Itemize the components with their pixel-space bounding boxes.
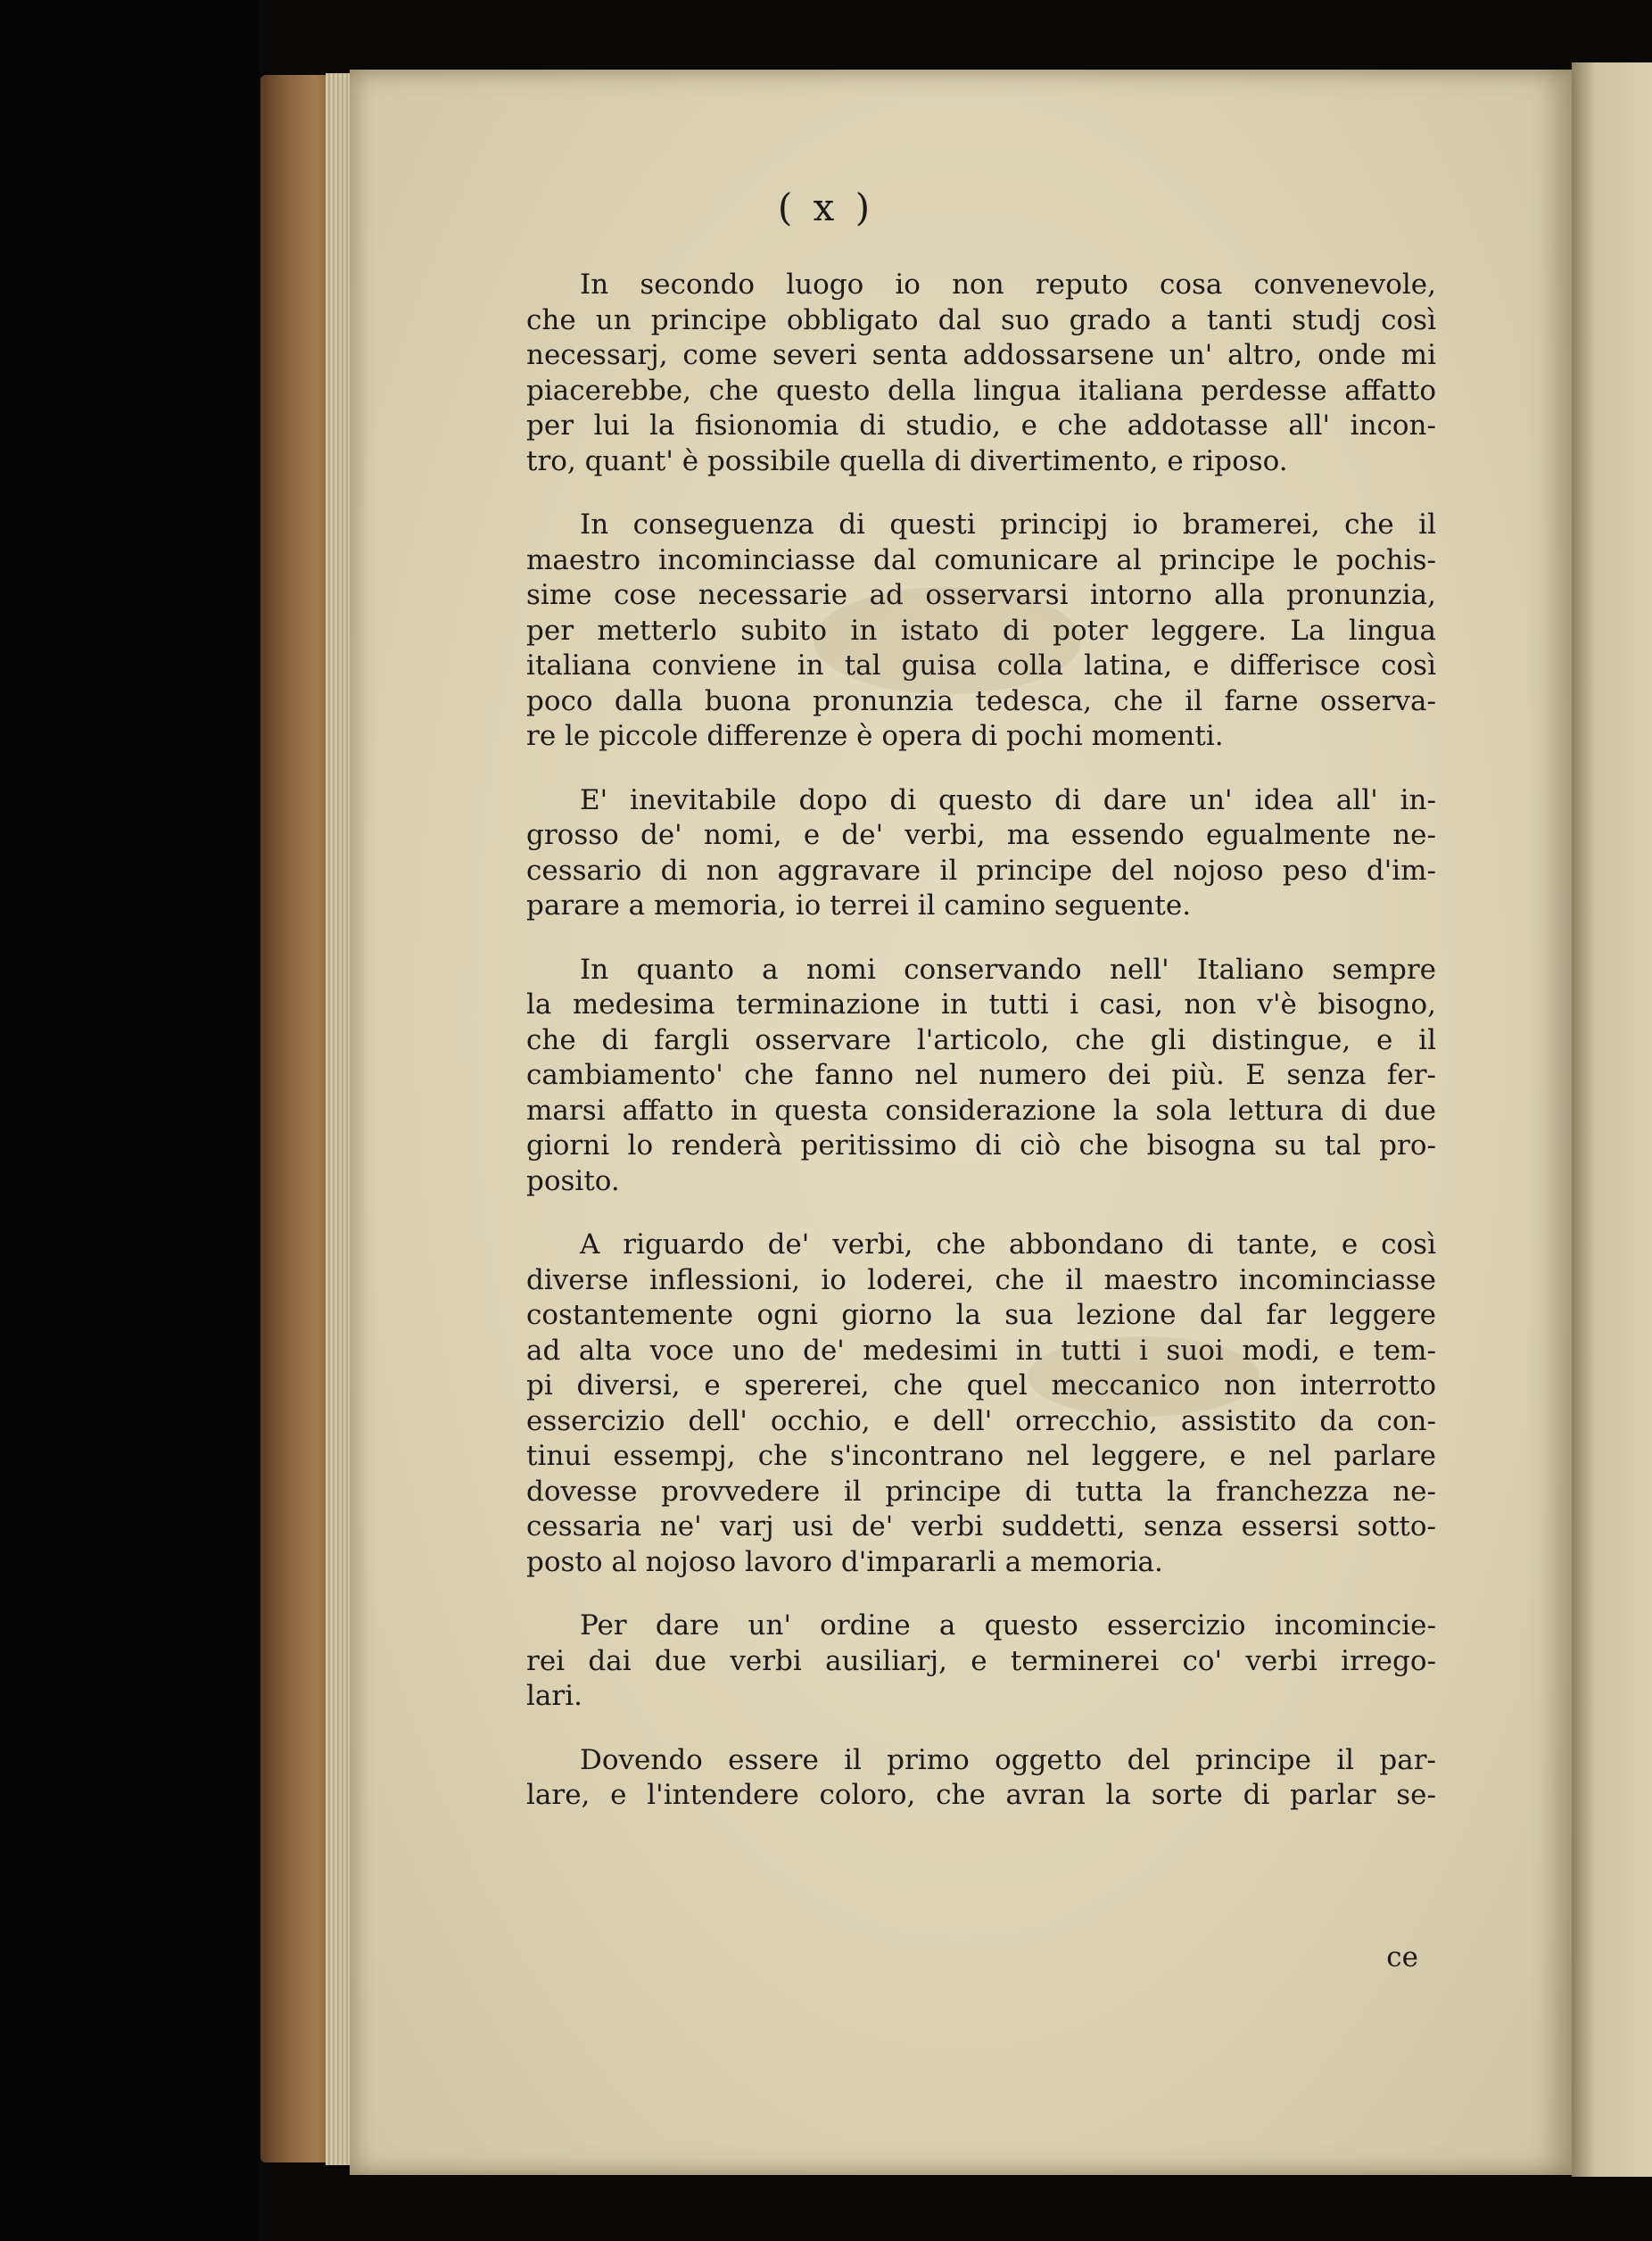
text-line: poco dalla buona pronunzia tedesca, che il farne osserva- (526, 684, 1436, 717)
text-line: A riguardo de' verbi, che abbondano di tante, e così (580, 1228, 1436, 1261)
text-line: tro, quant' è possibile quella di divertimento, e riposo. (526, 444, 1288, 477)
text-line: per metterlo subito in istato di poter leggere. La lingua (526, 614, 1436, 647)
text-line: che di fargli osservare l'articolo, che gli distingue, e il (526, 1023, 1436, 1056)
text-line: lari. (526, 1680, 582, 1712)
text-line: piacerebbe, che questo della lingua italiana perdesse affatto (526, 374, 1436, 407)
text-line: per lui la fisionomia di studio, e che addotasse all' incon- (526, 409, 1436, 442)
text-line: E' inevitabile dopo di questo di dare un' idea all' in- (580, 783, 1436, 816)
paragraph-2 (526, 508, 1436, 755)
text-line: italiana conviene in tal guisa colla latina, e differisce così (526, 649, 1436, 682)
paragraph-3 (526, 783, 1436, 924)
text-line: la medesima terminazione in tutti i casi, non v'è bisogno, (526, 988, 1436, 1021)
paragraph-1 (526, 268, 1436, 479)
background (0, 0, 259, 2241)
facing-page-edge (1572, 62, 1652, 2177)
text-line: Per dare un' ordine a questo essercizio incomincie- (580, 1609, 1436, 1641)
catchword: ce (1386, 1941, 1418, 1973)
text-line: rei dai due verbi ausiliarj, e terminerei co' verbi irrego- (526, 1644, 1436, 1677)
text-line: In quanto a nomi conservando nell' Italiano sempre (580, 953, 1436, 986)
text-line: parare a memoria, io terrei il camino seguente. (526, 889, 1192, 922)
paragraph-7 (526, 1743, 1436, 1814)
paragraph-6 (526, 1608, 1436, 1715)
body-text (526, 268, 1436, 1842)
page-number-header: ( x ) (777, 186, 875, 229)
text-line: maestro incominciasse dal comunicare al principe le pochis- (526, 543, 1436, 576)
text-line: posto al nojoso lavoro d'impararli a memoria. (526, 1545, 1163, 1578)
text-line: marsi affatto in questa considerazione la sola lettura di due (526, 1094, 1436, 1127)
text-line: Dovendo essere il primo oggetto del principe il par- (580, 1743, 1436, 1776)
text-line: tinui essempj, che s'incontrano nel leggere, e nel parlare (526, 1440, 1436, 1472)
text-line: In conseguenza di questi principj io bramerei, che il (580, 509, 1436, 541)
text-line: lare, e l'intendere coloro, che avran la sorte di parlar se- (526, 1779, 1436, 1811)
text-line: diverse inflessioni, io loderei, che il maestro incominciasse (526, 1263, 1436, 1296)
text-line: che un principe obbligato dal suo grado a tanti studj così (526, 303, 1436, 336)
text-line: necessarj, come severi senta addossarsene un' altro, onde mi (526, 339, 1436, 371)
text-line: posito. (526, 1164, 620, 1197)
text-line: cessario di non aggravare il principe del nojoso peso d'im- (526, 854, 1436, 887)
text-line: In secondo luogo io non reputo cosa convenevole, (580, 269, 1436, 301)
text-line: costantemente ogni giorno la sua lezione dal far leggere (526, 1299, 1436, 1331)
text-line: re le piccole differenze è opera di pochi momenti. (526, 720, 1224, 752)
text-line: cessaria ne' varj usi de' verbi suddetti, senza essersi sotto- (526, 1510, 1436, 1542)
text-line: grosso de' nomi, e de' verbi, ma essendo egualmente ne- (526, 819, 1436, 851)
text-line: ad alta voce uno de' medesimi in tutti i suoi modi, e tem- (526, 1334, 1436, 1367)
text-line: pi diversi, e spererei, che quel meccanico non interrotto (526, 1369, 1436, 1402)
paragraph-4 (526, 953, 1436, 1200)
text-line: dovesse provvedere il principe di tutta la franchezza ne- (526, 1475, 1436, 1508)
text-line: cambiamento' che fanno nel numero dei più. E senza fer- (526, 1059, 1436, 1091)
paragraph-5 (526, 1228, 1436, 1580)
text-line: essercizio dell' occhio, e dell' orrecchio, assistito da con- (526, 1404, 1436, 1437)
text-line: sime cose necessarie ad osservarsi intorno alla pronunzia, (526, 579, 1436, 611)
text-line: giorni lo renderà peritissimo di ciò che bisogna su tal pro- (526, 1129, 1436, 1162)
